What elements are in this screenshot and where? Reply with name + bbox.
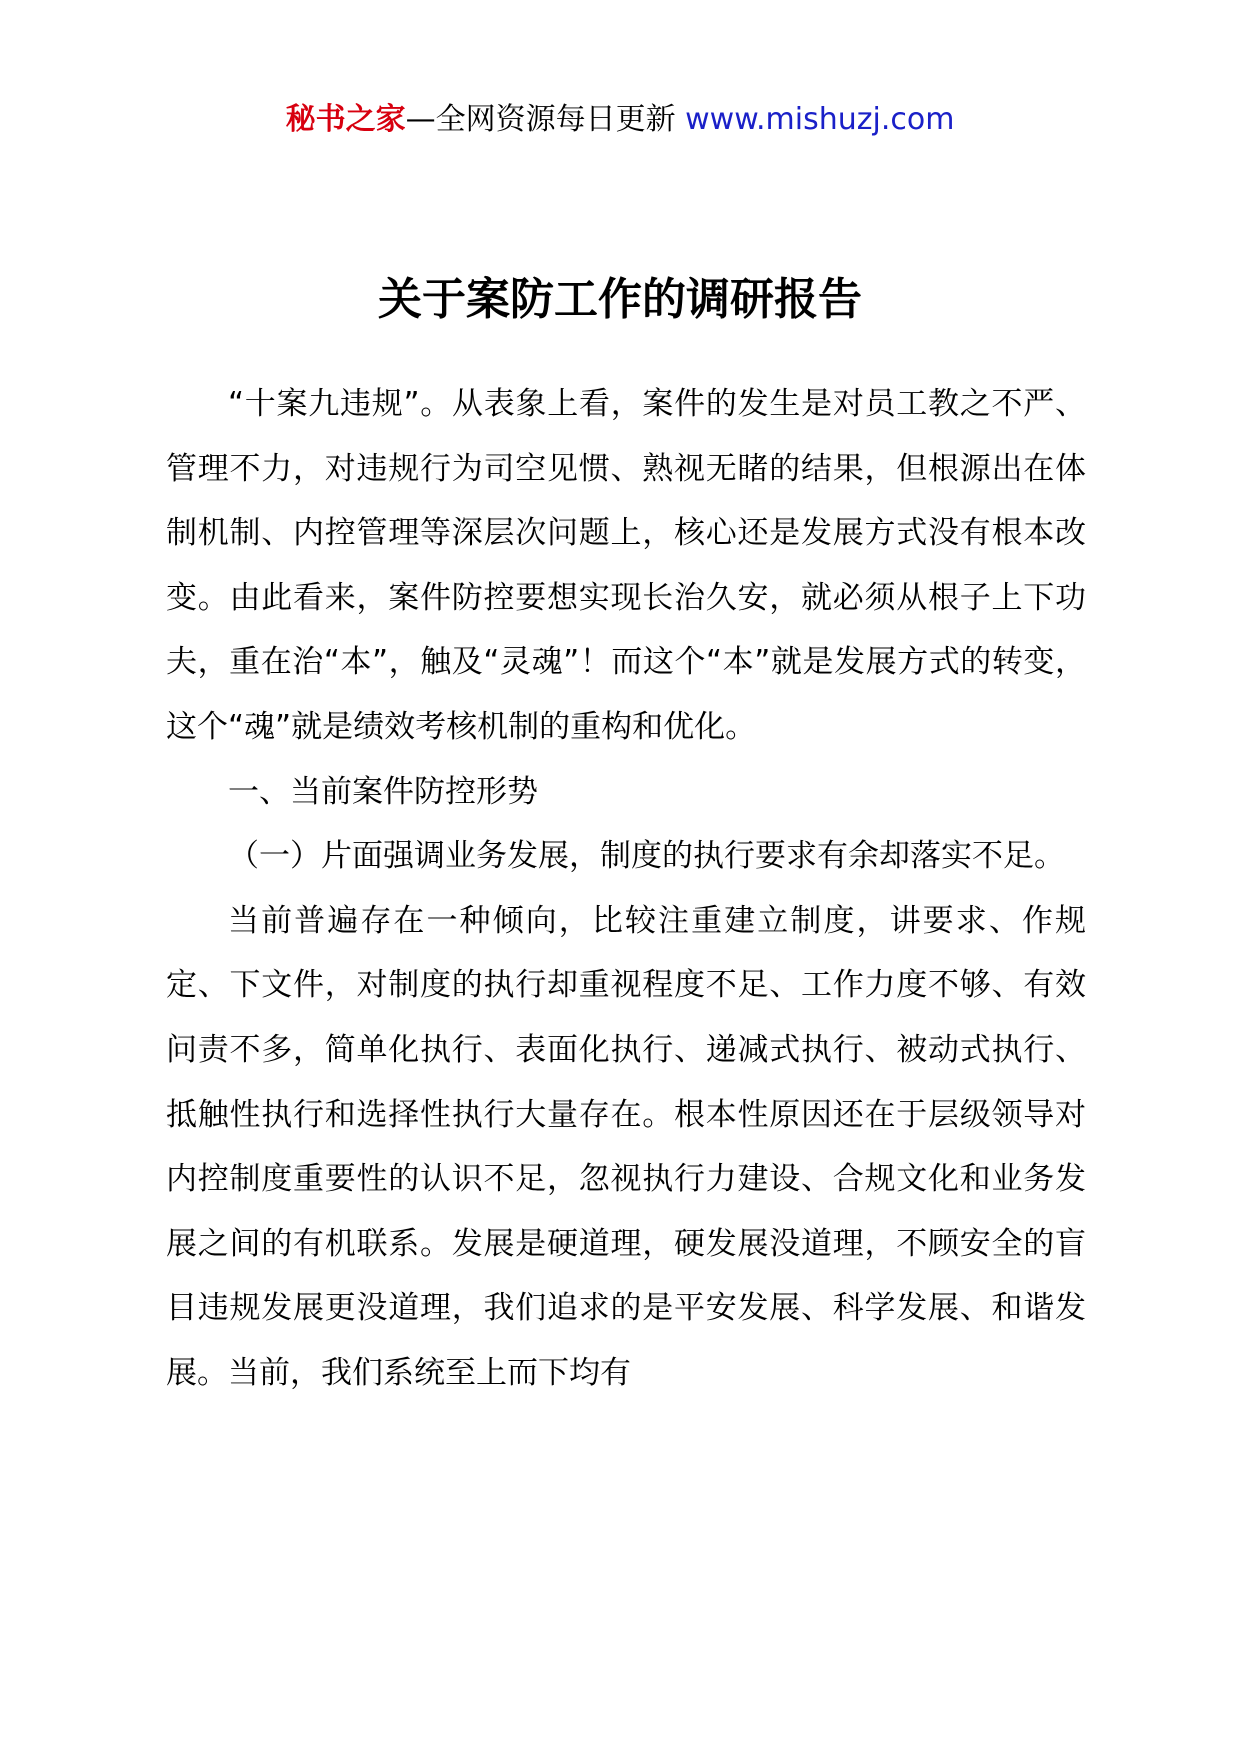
brand-name: 秘书之家 [285,102,406,137]
site-header [0,100,1240,140]
document-title: 关于案防工作的调研报告 [378,274,862,325]
section-heading: 一、当前案件防控形势 [228,773,538,810]
site-tagline: —全网资源每日更新 [405,102,686,137]
subsection-heading: （一）片面强调业务发展，制度的执行要求有余却落实不足。 [228,838,1065,875]
document-body [166,372,1086,1406]
paragraph-intro: “十案九违规”。从表象上看，案件的发生是对员工教之不严、管理不力，对违规行为司空见惯、熟视无睹的结果，但根源出在体制机制、内控管理等深层次问题上，核心还是发展方式没有根本改变。由此看来，案件防控要想实现长治久安，就必须从根子上下功夫，重在治“本”，触及“灵魂”！而这个“本”就是发展方式的转变，这个“魂”就是绩效考核机制的重构和优化。 [166,386,1086,745]
paragraph-body: 当前普遍存在一种倾向，比较注重建立制度，讲要求、作规定、下文件，对制度的执行却重视程度不足、工作力度不够、有效问责不多，简单化执行、表面化执行、递减式执行、被动式执行、抵触性执行和选择性执行大量存在。根本性原因还在于层级领导对内控制度重要性的认识不足，忽视执行力建设、合规文化和业务发展之间的有机联系。发展是硬道理，硬发展没道理，不顾安全的盲目违规发展更没道理，我们追求的是平安发展、科学发展、和谐发展。当前，我们系统至上而下均有 [166,902,1086,1391]
site-url-link[interactable]: www.mishuzj.com [685,102,955,137]
